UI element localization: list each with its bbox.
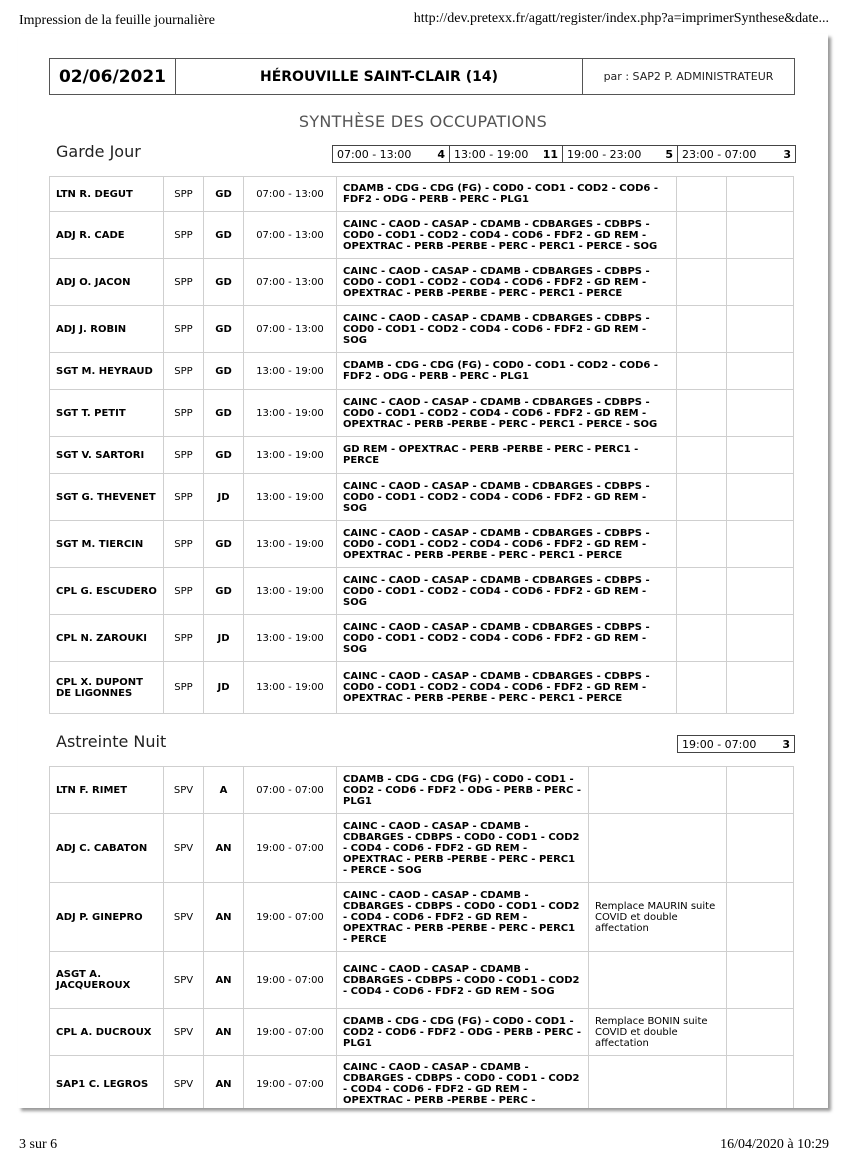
agent-time-range: 19:00 - 07:00 bbox=[244, 883, 337, 952]
shift-count-cell bbox=[333, 146, 450, 162]
agent-extra-cell bbox=[727, 521, 794, 568]
agent-note bbox=[677, 390, 727, 437]
agent-competences: CAINC - CAOD - CASAP - CDAMB - CDBARGES - CDBPS - COD0 - COD1 - COD2 - COD4 - COD6 - FDF2 - GD REM - OPEXTRAC - PERB -PERBE - PERC - PERC1 - PERCE - SOG bbox=[337, 814, 589, 883]
agent-status: SPP bbox=[164, 568, 204, 615]
table-row bbox=[50, 952, 794, 1009]
agent-time-range: 13:00 - 19:00 bbox=[244, 615, 337, 662]
table-row bbox=[50, 883, 794, 952]
shift-range: 07:00 - 13:00 bbox=[337, 147, 412, 161]
document-location: HÉROUVILLE SAINT-CLAIR (14) bbox=[176, 59, 583, 94]
agent-status: SPP bbox=[164, 521, 204, 568]
agent-name: SGT M. HEYRAUD bbox=[50, 353, 164, 390]
agent-status: SPV bbox=[164, 952, 204, 1009]
agent-note bbox=[677, 568, 727, 615]
agent-competences: CAINC - CAOD - CASAP - CDAMB - CDBARGES - CDBPS - COD0 - COD1 - COD2 - COD4 - COD6 - FDF2 - GD REM - OPEXTRAC - PERB -PERBE - PERC - PERC1 - PERCE - SOG bbox=[337, 212, 677, 259]
agent-note bbox=[677, 212, 727, 259]
astreinte-nuit-table bbox=[49, 766, 794, 1108]
agent-status: SPP bbox=[164, 353, 204, 390]
shift-count-cell bbox=[450, 146, 563, 162]
agent-time-range: 07:00 - 13:00 bbox=[244, 212, 337, 259]
agent-status: SPP bbox=[164, 615, 204, 662]
table-row bbox=[50, 662, 794, 714]
agent-function: JD bbox=[204, 615, 244, 662]
agent-status: SPV bbox=[164, 1056, 204, 1109]
shift-range: 19:00 - 23:00 bbox=[567, 147, 642, 161]
agent-extra-cell bbox=[727, 615, 794, 662]
agent-note bbox=[677, 662, 727, 714]
agent-status: SPV bbox=[164, 883, 204, 952]
agent-extra-cell bbox=[727, 212, 794, 259]
table-row bbox=[50, 615, 794, 662]
section-title-garde-jour: Garde Jour bbox=[56, 142, 141, 161]
agent-function: GD bbox=[204, 568, 244, 615]
agent-status: SPP bbox=[164, 474, 204, 521]
agent-status: SPV bbox=[164, 1009, 204, 1056]
agent-function: AN bbox=[204, 883, 244, 952]
agent-status: SPP bbox=[164, 437, 204, 474]
agent-note bbox=[677, 259, 727, 306]
shift-range: 19:00 - 07:00 bbox=[682, 737, 757, 751]
agent-note bbox=[589, 767, 727, 814]
agent-name: CPL A. DUCROUX bbox=[50, 1009, 164, 1056]
agent-time-range: 19:00 - 07:00 bbox=[244, 814, 337, 883]
agent-name: SGT G. THEVENET bbox=[50, 474, 164, 521]
agent-competences: CAINC - CAOD - CASAP - CDAMB - CDBARGES - CDBPS - COD0 - COD1 - COD2 - COD4 - COD6 - FDF2 - GD REM - SOG bbox=[337, 474, 677, 521]
agent-extra-cell bbox=[727, 883, 794, 952]
agent-name: SGT T. PETIT bbox=[50, 390, 164, 437]
agent-status: SPP bbox=[164, 259, 204, 306]
agent-competences: CAINC - CAOD - CASAP - CDAMB - CDBARGES - CDBPS - COD0 - COD1 - COD2 - COD4 - COD6 - FDF2 - GD REM - OPEXTRAC - PERB -PERBE - PERC - PERC1 - PERCE - SOG bbox=[337, 390, 677, 437]
agent-function: GD bbox=[204, 390, 244, 437]
agent-name: SGT M. TIERCIN bbox=[50, 521, 164, 568]
shift-count: 11 bbox=[542, 147, 558, 161]
table-row bbox=[50, 306, 794, 353]
agent-time-range: 19:00 - 07:00 bbox=[244, 1056, 337, 1109]
shift-count-cell bbox=[563, 146, 678, 162]
print-header-url: http://dev.pretexx.fr/agatt/register/index.php?a=imprimerSynthese&date... bbox=[413, 11, 829, 26]
agent-name: CPL X. DUPONT DE LIGONNES bbox=[50, 662, 164, 714]
agent-extra-cell bbox=[727, 1056, 794, 1109]
agent-function: AN bbox=[204, 952, 244, 1009]
agent-competences: CDAMB - CDG - CDG (FG) - COD0 - COD1 - COD2 - COD6 - FDF2 - ODG - PERB - PERC - PLG1 bbox=[337, 177, 677, 212]
agent-extra-cell bbox=[727, 1009, 794, 1056]
agent-name: ADJ P. GINEPRO bbox=[50, 883, 164, 952]
agent-note bbox=[677, 353, 727, 390]
agent-note bbox=[677, 437, 727, 474]
agent-status: SPP bbox=[164, 390, 204, 437]
shift-count-cell bbox=[678, 146, 795, 162]
agent-competences: CDAMB - CDG - CDG (FG) - COD0 - COD1 - COD2 - COD6 - FDF2 - ODG - PERB - PERC - PLG1 bbox=[337, 1009, 589, 1056]
agent-competences: CAINC - CAOD - CASAP - CDAMB - CDBARGES - CDBPS - COD0 - COD1 - COD2 - COD4 - COD6 - FDF2 - GD REM - OPEXTRAC - PERB -PERBE - PERC - bbox=[337, 1056, 589, 1109]
table-row bbox=[50, 353, 794, 390]
garde-jour-table bbox=[49, 176, 794, 714]
agent-name: ADJ O. JACON bbox=[50, 259, 164, 306]
astreinte-nuit-counts bbox=[677, 735, 795, 753]
agent-name: LTN R. DEGUT bbox=[50, 177, 164, 212]
table-row bbox=[50, 1056, 794, 1109]
agent-time-range: 13:00 - 19:00 bbox=[244, 662, 337, 714]
agent-name: CPL G. ESCUDERO bbox=[50, 568, 164, 615]
shift-count: 4 bbox=[437, 147, 445, 161]
document-author: par : SAP2 P. ADMINISTRATEUR bbox=[603, 70, 774, 83]
agent-note bbox=[677, 521, 727, 568]
agent-extra-cell bbox=[727, 474, 794, 521]
agent-extra-cell bbox=[727, 767, 794, 814]
agent-note bbox=[677, 615, 727, 662]
agent-extra-cell bbox=[727, 662, 794, 714]
agent-time-range: 13:00 - 19:00 bbox=[244, 568, 337, 615]
shift-count: 5 bbox=[665, 147, 673, 161]
agent-function: GD bbox=[204, 353, 244, 390]
agent-extra-cell bbox=[727, 568, 794, 615]
table-row bbox=[50, 259, 794, 306]
agent-status: SPP bbox=[164, 662, 204, 714]
agent-status: SPP bbox=[164, 177, 204, 212]
shift-range: 13:00 - 19:00 bbox=[454, 147, 529, 161]
table-row bbox=[50, 568, 794, 615]
agent-time-range: 07:00 - 13:00 bbox=[244, 259, 337, 306]
agent-extra-cell bbox=[727, 306, 794, 353]
agent-function: JD bbox=[204, 662, 244, 714]
agent-time-range: 13:00 - 19:00 bbox=[244, 353, 337, 390]
print-header-title: Impression de la feuille journalière bbox=[19, 13, 215, 28]
agent-extra-cell bbox=[727, 814, 794, 883]
agent-name: LTN F. RIMET bbox=[50, 767, 164, 814]
agent-time-range: 07:00 - 13:00 bbox=[244, 177, 337, 212]
synthese-title: SYNTHÈSE DES OCCUPATIONS bbox=[298, 112, 548, 131]
agent-function: GD bbox=[204, 259, 244, 306]
agent-extra-cell bbox=[727, 390, 794, 437]
agent-status: SPV bbox=[164, 767, 204, 814]
document-header bbox=[49, 58, 795, 95]
agent-function: A bbox=[204, 767, 244, 814]
agent-time-range: 07:00 - 13:00 bbox=[244, 306, 337, 353]
print-footer-datetime: 16/04/2020 à 10:29 bbox=[720, 1137, 829, 1152]
agent-extra-cell bbox=[727, 437, 794, 474]
agent-competences: CAINC - CAOD - CASAP - CDAMB - CDBARGES - CDBPS - COD0 - COD1 - COD2 - COD4 - COD6 - FDF2 - GD REM - SOG bbox=[337, 952, 589, 1009]
document-date: 02/06/2021 bbox=[50, 59, 176, 94]
agent-status: SPP bbox=[164, 212, 204, 259]
agent-status: SPV bbox=[164, 814, 204, 883]
table-row bbox=[50, 212, 794, 259]
table-row bbox=[50, 437, 794, 474]
agent-status: SPP bbox=[164, 306, 204, 353]
table-row bbox=[50, 1009, 794, 1056]
agent-function: JD bbox=[204, 474, 244, 521]
agent-time-range: 13:00 - 19:00 bbox=[244, 521, 337, 568]
agent-note: Remplace MAURIN suite COVID et double affectation bbox=[589, 883, 727, 952]
table-row bbox=[50, 814, 794, 883]
agent-competences: CAINC - CAOD - CASAP - CDAMB - CDBARGES - CDBPS - COD0 - COD1 - COD2 - COD4 - COD6 - FDF2 - GD REM - OPEXTRAC - PERB -PERBE - PERC - PERC1 - PERCE bbox=[337, 662, 677, 714]
agent-competences: CAINC - CAOD - CASAP - CDAMB - CDBARGES - CDBPS - COD0 - COD1 - COD2 - COD4 - COD6 - FDF2 - GD REM - OPEXTRAC - PERB -PERBE - PERC - PERC1 - PERCE bbox=[337, 883, 589, 952]
agent-time-range: 19:00 - 07:00 bbox=[244, 1009, 337, 1056]
agent-competences: CAINC - CAOD - CASAP - CDAMB - CDBARGES - CDBPS - COD0 - COD1 - COD2 - COD4 - COD6 - FDF2 - GD REM - OPEXTRAC - PERB -PERBE - PERC - PERC1 - PERCE bbox=[337, 259, 677, 306]
agent-name: CPL N. ZAROUKI bbox=[50, 615, 164, 662]
agent-function: AN bbox=[204, 1056, 244, 1109]
agent-function: GD bbox=[204, 437, 244, 474]
agent-competences: CAINC - CAOD - CASAP - CDAMB - CDBARGES - CDBPS - COD0 - COD1 - COD2 - COD4 - COD6 - FDF2 - GD REM - SOG bbox=[337, 615, 677, 662]
agent-function: GD bbox=[204, 306, 244, 353]
shift-range: 23:00 - 07:00 bbox=[682, 147, 757, 161]
agent-time-range: 13:00 - 19:00 bbox=[244, 474, 337, 521]
agent-note bbox=[589, 814, 727, 883]
agent-name: ADJ R. CADE bbox=[50, 212, 164, 259]
agent-extra-cell bbox=[727, 259, 794, 306]
print-footer-page: 3 sur 6 bbox=[19, 1137, 58, 1152]
agent-name: ADJ J. ROBIN bbox=[50, 306, 164, 353]
shift-count-cell bbox=[678, 736, 794, 752]
agent-function: AN bbox=[204, 814, 244, 883]
agent-note bbox=[677, 306, 727, 353]
agent-extra-cell bbox=[727, 952, 794, 1009]
section-title-astreinte-nuit: Astreinte Nuit bbox=[56, 732, 167, 751]
agent-competences: GD REM - OPEXTRAC - PERB -PERBE - PERC - PERC1 - PERCE bbox=[337, 437, 677, 474]
table-row bbox=[50, 767, 794, 814]
agent-competences: CAINC - CAOD - CASAP - CDAMB - CDBARGES - CDBPS - COD0 - COD1 - COD2 - COD4 - COD6 - FDF2 - GD REM - OPEXTRAC - PERB -PERBE - PERC - PERC1 - PERCE bbox=[337, 521, 677, 568]
agent-name: ASGT A. JACQUEROUX bbox=[50, 952, 164, 1009]
table-row bbox=[50, 474, 794, 521]
table-row bbox=[50, 521, 794, 568]
agent-note bbox=[677, 177, 727, 212]
agent-note bbox=[589, 1056, 727, 1109]
table-row bbox=[50, 390, 794, 437]
agent-function: GD bbox=[204, 521, 244, 568]
agent-time-range: 13:00 - 19:00 bbox=[244, 437, 337, 474]
agent-time-range: 13:00 - 19:00 bbox=[244, 390, 337, 437]
agent-extra-cell bbox=[727, 177, 794, 212]
shift-count: 3 bbox=[782, 737, 790, 751]
agent-competences: CDAMB - CDG - CDG (FG) - COD0 - COD1 - COD2 - COD6 - FDF2 - ODG - PERB - PERC - PLG1 bbox=[337, 353, 677, 390]
agent-note: Remplace BONIN suite COVID et double affectation bbox=[589, 1009, 727, 1056]
agent-time-range: 19:00 - 07:00 bbox=[244, 952, 337, 1009]
agent-name: ADJ C. CABATON bbox=[50, 814, 164, 883]
agent-competences: CDAMB - CDG - CDG (FG) - COD0 - COD1 - COD2 - COD6 - FDF2 - ODG - PERB - PERC - PLG1 bbox=[337, 767, 589, 814]
agent-competences: CAINC - CAOD - CASAP - CDAMB - CDBARGES - CDBPS - COD0 - COD1 - COD2 - COD4 - COD6 - FDF2 - GD REM - SOG bbox=[337, 568, 677, 615]
garde-jour-counts bbox=[332, 145, 796, 163]
agent-note bbox=[589, 952, 727, 1009]
agent-time-range: 07:00 - 07:00 bbox=[244, 767, 337, 814]
agent-name: SAP1 C. LEGROS bbox=[50, 1056, 164, 1109]
table-row bbox=[50, 177, 794, 212]
page-sheet bbox=[18, 34, 828, 1108]
agent-competences: CAINC - CAOD - CASAP - CDAMB - CDBARGES - CDBPS - COD0 - COD1 - COD2 - COD4 - COD6 - FDF2 - GD REM - SOG bbox=[337, 306, 677, 353]
agent-name: SGT V. SARTORI bbox=[50, 437, 164, 474]
agent-extra-cell bbox=[727, 353, 794, 390]
agent-function: AN bbox=[204, 1009, 244, 1056]
shift-count: 3 bbox=[783, 147, 791, 161]
agent-function: GD bbox=[204, 177, 244, 212]
agent-note bbox=[677, 474, 727, 521]
agent-function: GD bbox=[204, 212, 244, 259]
